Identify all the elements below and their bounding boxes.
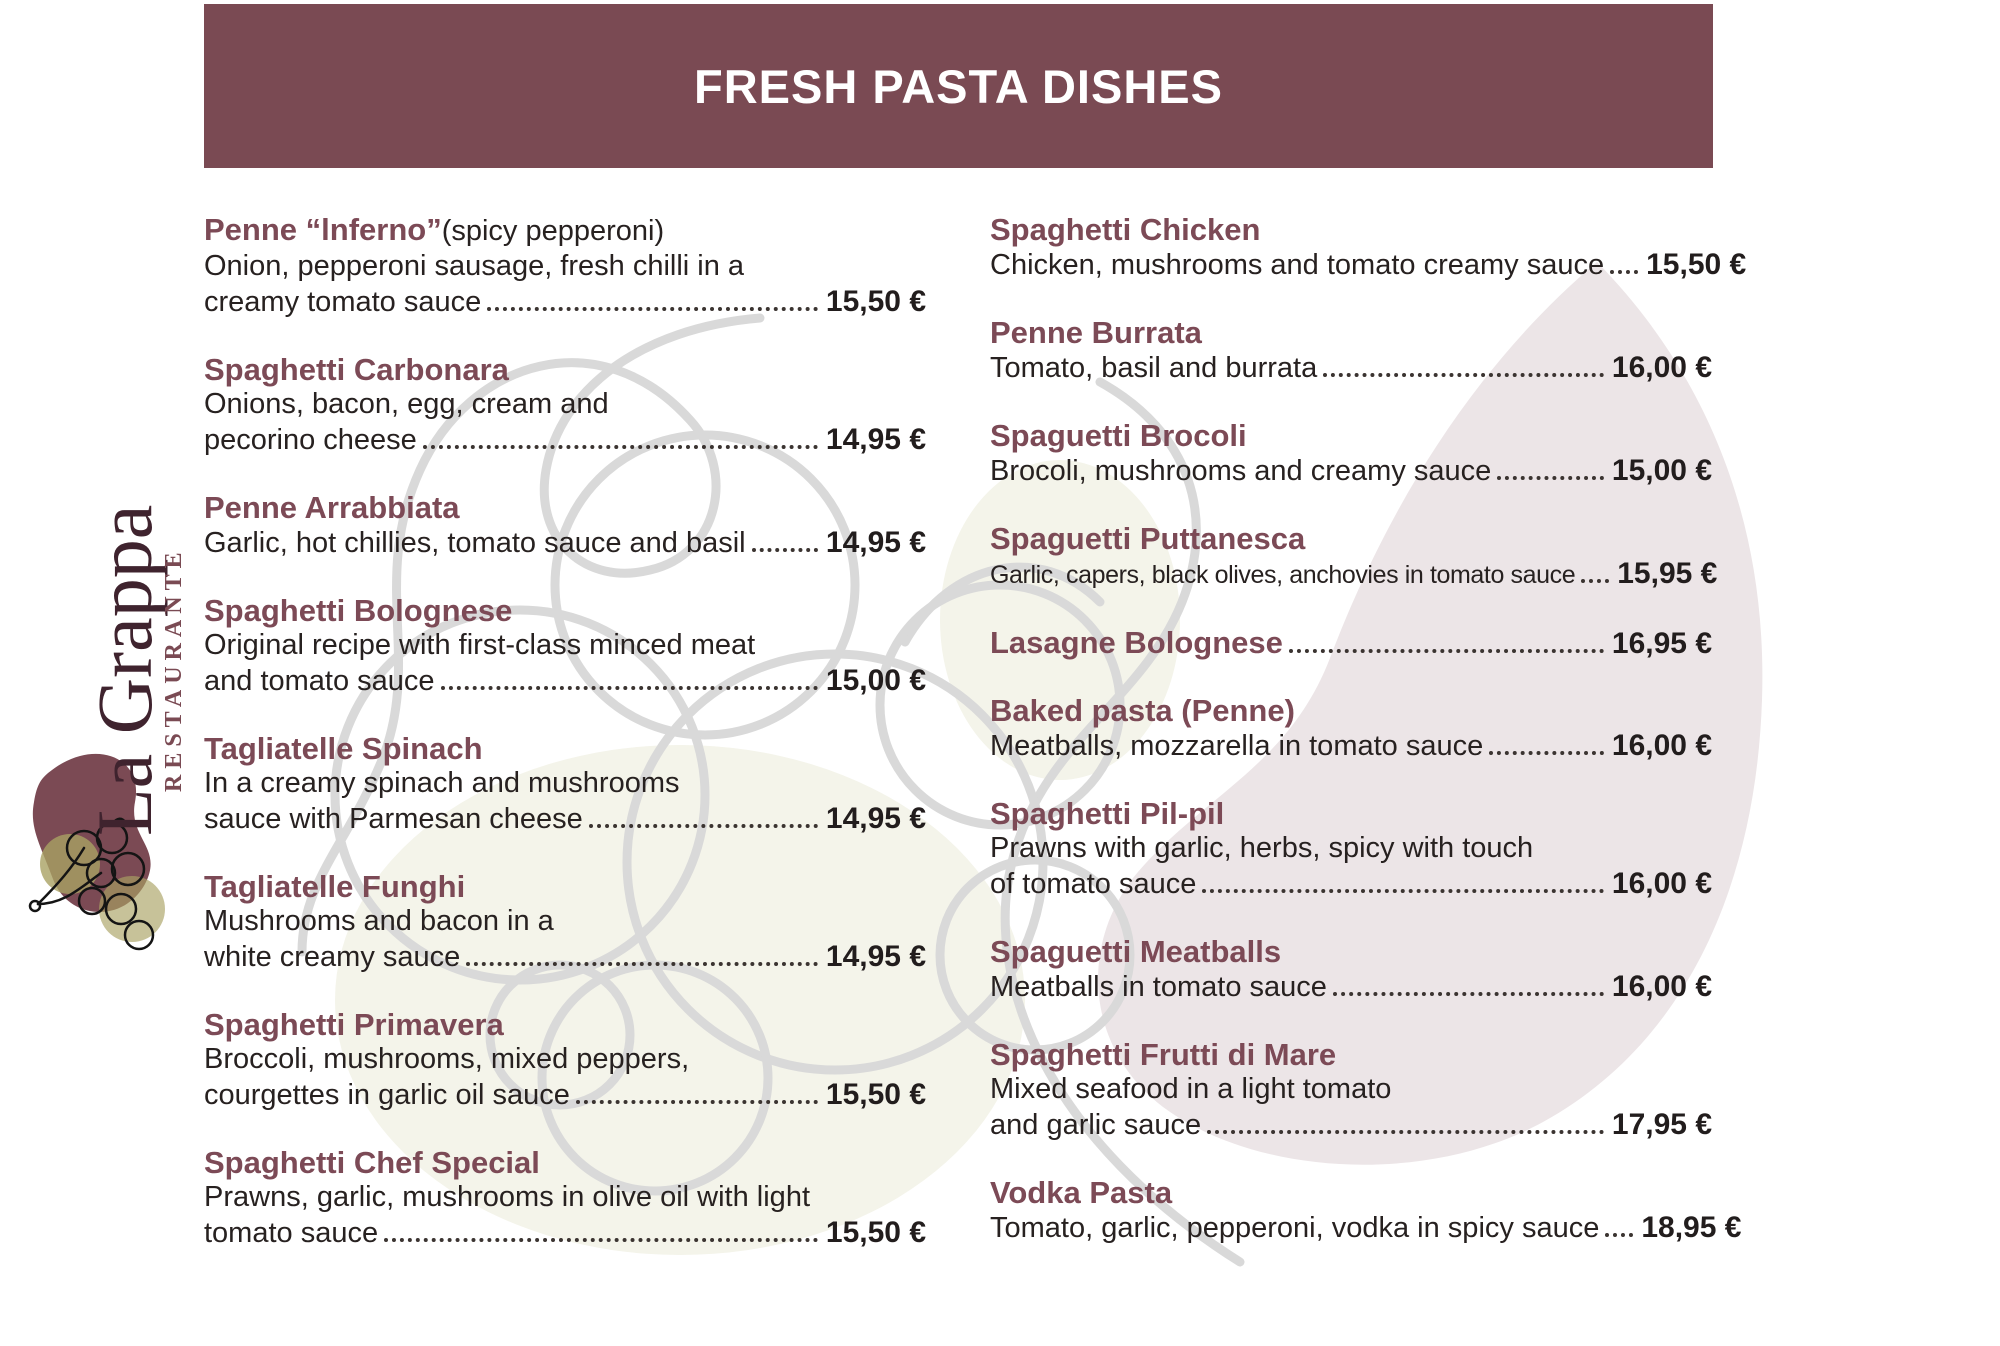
dish-title-line [990, 625, 1712, 661]
dish-name: Spaghetti Bolognese [204, 593, 513, 628]
menu-item [990, 1175, 1742, 1246]
dish-price: 14,95 € [825, 423, 926, 456]
dish-price: 15,00 € [1611, 454, 1712, 487]
menu-item [990, 315, 1712, 386]
dish-name: Tagliatelle Funghi [204, 869, 466, 904]
dish-name: Vodka Pasta [990, 1175, 1173, 1210]
dish-description-line: Onion, pepperoni sausage, fresh chilli in a [204, 250, 745, 282]
brand-name: La Grappa [81, 504, 168, 836]
dish-title-line [204, 1145, 926, 1180]
dish-title-line [204, 1007, 926, 1042]
dish-title-line [204, 212, 926, 249]
dish-description-text: white creamy sauce [204, 941, 461, 973]
dotted-leader [384, 1238, 818, 1242]
dish-price-line [204, 663, 926, 699]
dotted-leader [589, 824, 818, 828]
dotted-leader [1289, 649, 1604, 653]
menu-item [204, 593, 926, 699]
dish-price: 16,00 € [1611, 729, 1712, 762]
dish-title-line [990, 212, 1712, 247]
dish-description-text: of tomato sauce [990, 868, 1197, 900]
dish-name-suffix: (spicy pepperoni) [441, 215, 665, 247]
dish-description-text: Garlic, hot chillies, tomato sauce and basil [204, 527, 746, 559]
dish-name: Penne Burrata [990, 315, 1202, 350]
dish-price: 14,95 € [825, 802, 926, 835]
dish-name: Spaghetti Pil-pil [990, 796, 1225, 831]
dotted-leader [423, 445, 818, 449]
dish-price-line [204, 939, 926, 975]
dish-description-text: Garlic, capers, black olives, anchovies in tomato sauce [990, 561, 1576, 589]
menu-item [204, 352, 926, 458]
dish-price: 16,95 € [1611, 627, 1712, 660]
dish-price-line [990, 350, 1712, 386]
menu-item [204, 869, 926, 975]
dish-title-line [990, 315, 1712, 350]
dotted-leader [466, 962, 818, 966]
dish-description-text: sauce with Parmesan cheese [204, 803, 583, 835]
dish-name: Baked pasta (Penne) [990, 693, 1295, 728]
menu-item [990, 521, 1718, 593]
dish-price: 16,00 € [1611, 970, 1712, 1003]
dish-description-text: Brocoli, mushrooms and creamy sauce [990, 455, 1492, 487]
dish-name: Spaghetti Carbonara [204, 352, 509, 387]
menu-item [990, 693, 1712, 764]
dotted-leader [752, 548, 818, 552]
dish-description-text: and garlic sauce [990, 1109, 1202, 1141]
menu-column-left [204, 212, 926, 1283]
dish-name: Spaghetti Chicken [990, 212, 1261, 247]
dotted-leader [576, 1100, 818, 1104]
menu-item [204, 1145, 926, 1251]
dish-title-line [204, 731, 926, 766]
dish-price-line [204, 284, 926, 320]
dish-name: Spaghetti Frutti di Mare [990, 1037, 1337, 1072]
dish-description-line: Broccoli, mushrooms, mixed peppers, [204, 1043, 690, 1075]
menu-item [990, 212, 1747, 283]
dish-title-line [990, 1175, 1712, 1210]
dotted-leader [487, 307, 818, 311]
dish-name: Tagliatelle Spinach [204, 731, 483, 766]
dish-description-text: and tomato sauce [204, 665, 435, 697]
menu-column-right [990, 212, 1747, 1278]
menu-item [990, 625, 1712, 661]
dish-price-line [990, 453, 1712, 489]
dish-description-text: Meatballs in tomato sauce [990, 971, 1327, 1003]
dish-description-line: Original recipe with first-class minced meat [204, 629, 756, 661]
dish-price-line [204, 1215, 926, 1251]
brand-subtitle: RESTAURANTE [161, 546, 187, 792]
dotted-leader [1610, 270, 1638, 274]
menu-item [204, 731, 926, 837]
menu-item [204, 490, 926, 561]
dish-price: 16,00 € [1611, 867, 1712, 900]
dish-name: Penne “lnferno” [204, 212, 442, 247]
dish-description-text: Tomato, garlic, pepperoni, vodka in spicy sauce [990, 1212, 1600, 1244]
dish-price: 15,50 € [825, 1078, 926, 1111]
dotted-leader [1323, 373, 1604, 377]
dish-price: 16,00 € [1611, 351, 1712, 384]
dish-price: 15,50 € [825, 285, 926, 318]
dish-price: 14,95 € [825, 526, 926, 559]
dish-title-line [990, 693, 1712, 728]
dish-price-line [990, 969, 1712, 1005]
dotted-leader [1581, 579, 1609, 583]
menu-item [990, 796, 1712, 902]
menu-item [204, 1007, 926, 1113]
dish-name: Spaguetti Puttanesca [990, 521, 1306, 556]
header-band [204, 4, 1713, 168]
dish-price: 15,50 € [825, 1216, 926, 1249]
dish-price: 15,50 € [1646, 248, 1747, 281]
page-title: FRESH PASTA DISHES [694, 59, 1223, 113]
dish-title-line [204, 352, 926, 387]
dotted-leader [1489, 751, 1604, 755]
dish-description-text: pecorino cheese [204, 424, 417, 456]
dotted-leader [441, 686, 818, 690]
dish-title-line [204, 593, 926, 628]
dish-price-line [990, 556, 1718, 593]
dish-name: Penne Arrabbiata [204, 490, 460, 525]
dotted-leader [1207, 1130, 1604, 1134]
dish-price-line [204, 1077, 926, 1113]
dish-price-line [990, 1210, 1742, 1246]
dotted-leader [1497, 476, 1604, 480]
menu-item [990, 934, 1712, 1005]
dish-description-line: Mushrooms and bacon in a [204, 905, 554, 937]
dish-title-line [990, 934, 1712, 969]
dish-price-line [990, 728, 1712, 764]
dish-description-text: Tomato, basil and burrata [990, 352, 1318, 384]
dish-name: Spaghetti Primavera [204, 1007, 504, 1042]
dish-description-text: courgettes in garlic oil sauce [204, 1079, 570, 1111]
dish-description-line: Prawns with garlic, herbs, spicy with touch [990, 832, 1534, 864]
dish-name: Spaguetti Brocoli [990, 418, 1247, 453]
dish-name: Spaguetti Meatballs [990, 934, 1282, 969]
dish-description-line: Mixed seafood in a light tomato [990, 1073, 1392, 1105]
dish-name: Lasagne Bolognese [990, 625, 1283, 660]
menu-item [990, 1037, 1712, 1143]
dish-price-line [204, 801, 926, 837]
dish-price: 15,95 € [1617, 557, 1718, 590]
dish-price: 14,95 € [825, 940, 926, 973]
dish-name: Spaghetti Chef Special [204, 1145, 540, 1180]
dish-title-line [990, 1037, 1712, 1072]
dish-price-line [204, 525, 926, 561]
dotted-leader [1333, 992, 1604, 996]
dish-description-text: creamy tomato sauce [204, 286, 482, 318]
dotted-leader [1605, 1233, 1633, 1237]
dish-title-line [990, 796, 1712, 831]
dish-price-line [204, 422, 926, 458]
dish-title-line [204, 490, 926, 525]
dish-title-line [990, 418, 1712, 453]
dish-price: 17,95 € [1611, 1108, 1712, 1141]
dish-title-line [204, 869, 926, 904]
dish-price-line [990, 1107, 1712, 1143]
dish-description-line: In a creamy spinach and mushrooms [204, 767, 680, 799]
dish-description-text: Meatballs, mozzarella in tomato sauce [990, 730, 1484, 762]
dotted-leader [1202, 889, 1604, 893]
dish-title-line [990, 521, 1712, 556]
dish-description-line: Prawns, garlic, mushrooms in olive oil with light [204, 1181, 810, 1213]
dish-description-text: Chicken, mushrooms and tomato creamy sauce [990, 249, 1605, 281]
dish-description-text: tomato sauce [204, 1217, 379, 1249]
dish-price: 18,95 € [1641, 1211, 1742, 1244]
dish-price: 15,00 € [825, 664, 926, 697]
dish-price-line [990, 866, 1712, 902]
menu-item [204, 212, 926, 320]
dish-price-line [990, 247, 1747, 283]
menu-item [990, 418, 1712, 489]
dish-description-line: Onions, bacon, egg, cream and [204, 388, 609, 420]
